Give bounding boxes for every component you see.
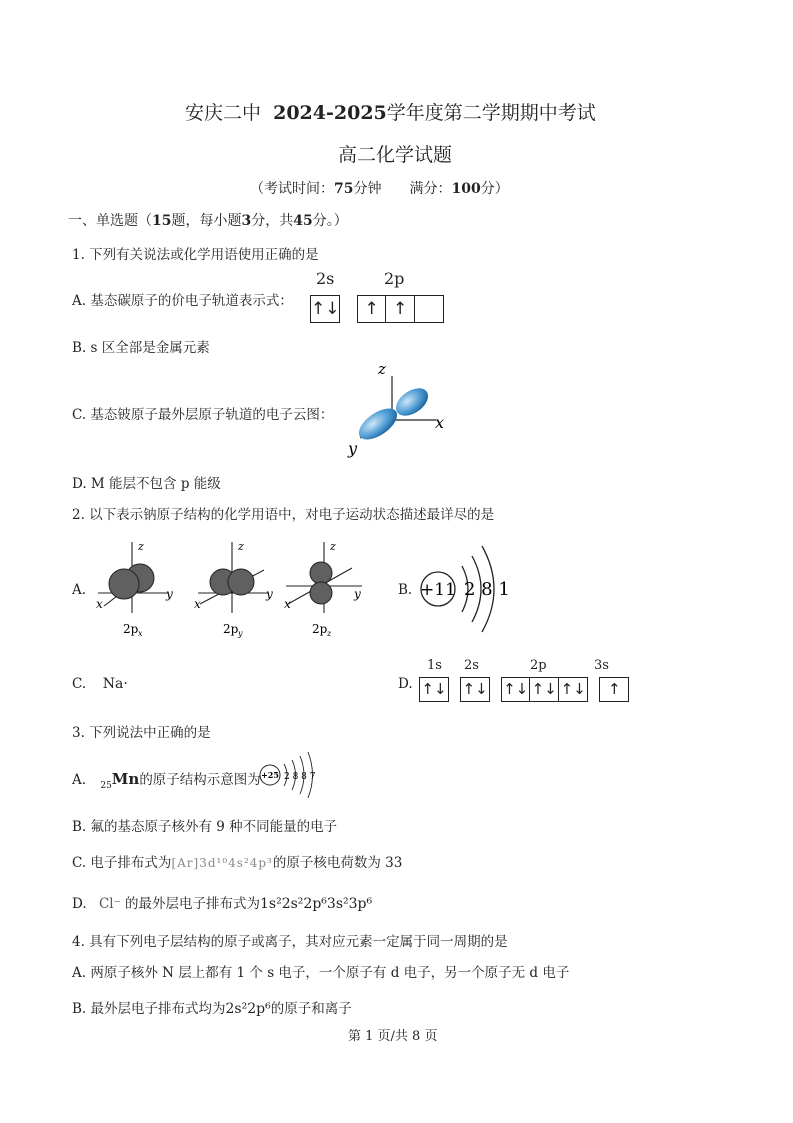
axis-x-label: x — [96, 597, 103, 611]
pz-orbital — [284, 540, 362, 638]
exam-subtitle: 高二化学试题 — [338, 144, 453, 166]
axis-y-label: y — [166, 587, 173, 601]
orbital-label: 2p — [223, 622, 239, 636]
orbital-sub: z — [327, 629, 332, 638]
exam-info-mid: 分钟 满分： — [353, 181, 452, 197]
nucleus-charge: +11 — [420, 580, 456, 600]
na-electron-dot: Na· — [102, 676, 128, 692]
q1-option-c: C. 基态铍原子最外层原子轨道的电子云图： — [72, 407, 334, 423]
axis-x-label: x — [435, 413, 445, 432]
be-orbital-cloud-diagram — [340, 358, 460, 458]
axis-y-label: y — [354, 587, 361, 601]
q1-label-2s: 2s — [316, 269, 335, 288]
mn-symbol: Mn — [111, 770, 140, 788]
axis-z-label: z — [378, 360, 386, 378]
axis-x-label: x — [284, 597, 291, 611]
paired-electron-icon: ↑↓ — [559, 677, 588, 702]
exam-score: 100 — [451, 181, 481, 197]
chloride-ion: Cl⁻ — [98, 896, 121, 912]
q3-a-prefix: A. — [72, 772, 87, 788]
q2-stem: 2. 以下表示钠原子结构的化学用语中，对电子运动状态描述最详尽的是 — [72, 507, 495, 523]
py-orbital — [194, 540, 273, 638]
exam-info-open: （考试时间： — [250, 181, 334, 197]
q1-option-b: B. s 区全部是金属元素 — [72, 340, 210, 356]
axis-z-label: z — [330, 540, 336, 553]
q2-d-label-2p: 2p — [530, 658, 547, 673]
p-orbital-diagrams — [90, 538, 370, 642]
q3-d-prefix: D. — [72, 896, 87, 912]
axis-x-label: x — [194, 597, 201, 611]
page-number: 第 1 页/共 8 页 — [348, 1029, 438, 1044]
school-name: 安庆二中 — [185, 102, 262, 124]
axis-y-label: y — [348, 439, 358, 458]
section-heading — [68, 210, 348, 230]
q2-option-d: D. — [398, 676, 413, 692]
section-each: 3 — [241, 213, 252, 229]
q3-c-suffix: 的原子核电荷数为 33 — [272, 855, 403, 871]
nucleus-charge: +25 — [261, 770, 279, 780]
q2-d-label-1s: 1s — [427, 658, 442, 673]
section-mid1: 题，每小题 — [171, 213, 242, 229]
q3-c-prefix: C. 电子排布式为 — [72, 855, 172, 871]
q4-option-a: A. 两原子核外 N 层上都有 1 个 s 电子，一个原子有 d 电子，另一个原子无 d 电子 — [72, 965, 570, 981]
exam-time: 75 — [334, 181, 354, 197]
q4-b-suffix: 的原子和离子 — [270, 1001, 352, 1017]
term-name: 学年度第二学期期中考试 — [386, 102, 596, 124]
q1-orbital-diagram — [310, 295, 444, 323]
q4-b-prefix: B. 最外层电子排布式均为 — [72, 1001, 226, 1017]
box-3s — [599, 677, 629, 702]
empty-orbital-icon — [415, 295, 444, 323]
q2-d-label-3s: 3s — [594, 658, 609, 673]
section-suffix: 分。） — [312, 213, 348, 229]
up-electron-icon: ↑ — [599, 677, 629, 702]
q3-option-a — [72, 768, 261, 791]
box-2p — [501, 677, 588, 702]
ar-electron-config: [Ar]3d¹⁰4s²4p³ — [171, 856, 273, 870]
q3-d-text: 的最外层电子排布式为 — [125, 896, 261, 912]
exam-info-close: 分） — [480, 181, 509, 197]
exam-title — [185, 98, 596, 125]
exam-info — [250, 178, 509, 198]
orbital-sub: x — [138, 629, 143, 638]
q1-option-a: A. 基态碳原子的价电子轨道表示式： — [72, 293, 293, 309]
paired-electron-icon: ↑↓ — [419, 677, 449, 702]
box-2s — [460, 677, 490, 702]
na-orbital-diagram — [419, 677, 629, 702]
q1-stem: 1. 下列有关说法或化学用语使用正确的是 — [72, 247, 319, 263]
mn-atomic-structure-diagram — [258, 750, 328, 800]
q1-option-d: D. M 能层不包含 p 能级 — [72, 476, 221, 492]
orbital-sub: y — [238, 629, 243, 638]
q2-option-c — [72, 676, 128, 692]
q1-label-2p: 2p — [384, 269, 405, 288]
q1-box-2s — [310, 295, 340, 323]
paired-electron-icon: ↑↓ — [460, 677, 490, 702]
cl-electron-config: 1s²2s²2p⁶3s²3p⁶ — [260, 896, 373, 912]
orbital-label: 2p — [312, 622, 328, 636]
q3-option-c — [72, 851, 402, 871]
orbital-label: 2p — [123, 622, 139, 636]
shell-electron-counts: 2 8 1 — [464, 579, 510, 600]
section-count: 15 — [152, 213, 172, 229]
paired-electron-icon: ↑↓ — [310, 295, 340, 323]
mn-atomic-number: 25 — [100, 780, 112, 791]
up-electron-icon: ↑ — [357, 295, 386, 323]
q3-stem: 3. 下列说法中正确的是 — [72, 725, 211, 741]
axis-z-label: z — [238, 540, 244, 553]
shell-electron-counts: 2 8 8 7 — [284, 772, 316, 782]
up-electron-icon: ↑ — [386, 295, 415, 323]
q1-box-2p — [357, 295, 444, 323]
q2-option-c-label: C. — [72, 676, 87, 692]
q3-option-d — [72, 892, 372, 912]
section-prefix: 一、单选题（ — [68, 213, 152, 229]
q3-option-b: B. 氟的基态原子核外有 9 种不同能量的电子 — [72, 819, 338, 835]
q4-stem: 4. 具有下列电子层结构的原子或离子，其对应元素一定属于同一周期的是 — [72, 934, 508, 950]
paired-electron-icon: ↑↓ — [530, 677, 559, 702]
paired-electron-icon: ↑↓ — [501, 677, 530, 702]
q2-option-a: A. — [72, 582, 87, 598]
box-1s — [419, 677, 449, 702]
q4-option-b — [72, 997, 352, 1017]
px-orbital — [96, 540, 173, 638]
section-mid2: 分，共 — [251, 213, 294, 229]
na-atomic-structure-diagram — [416, 544, 516, 634]
q2-d-label-2s: 2s — [464, 658, 479, 673]
ne-electron-config: 2s²2p⁶ — [225, 1001, 271, 1017]
q3-a-text: 的原子结构示意图为 — [139, 772, 261, 788]
school-year: 2024-2025 — [273, 102, 387, 124]
q2-option-b: B. — [398, 582, 413, 598]
section-total: 45 — [293, 213, 313, 229]
axis-z-label: z — [138, 540, 144, 553]
axis-y-label: y — [266, 587, 273, 601]
